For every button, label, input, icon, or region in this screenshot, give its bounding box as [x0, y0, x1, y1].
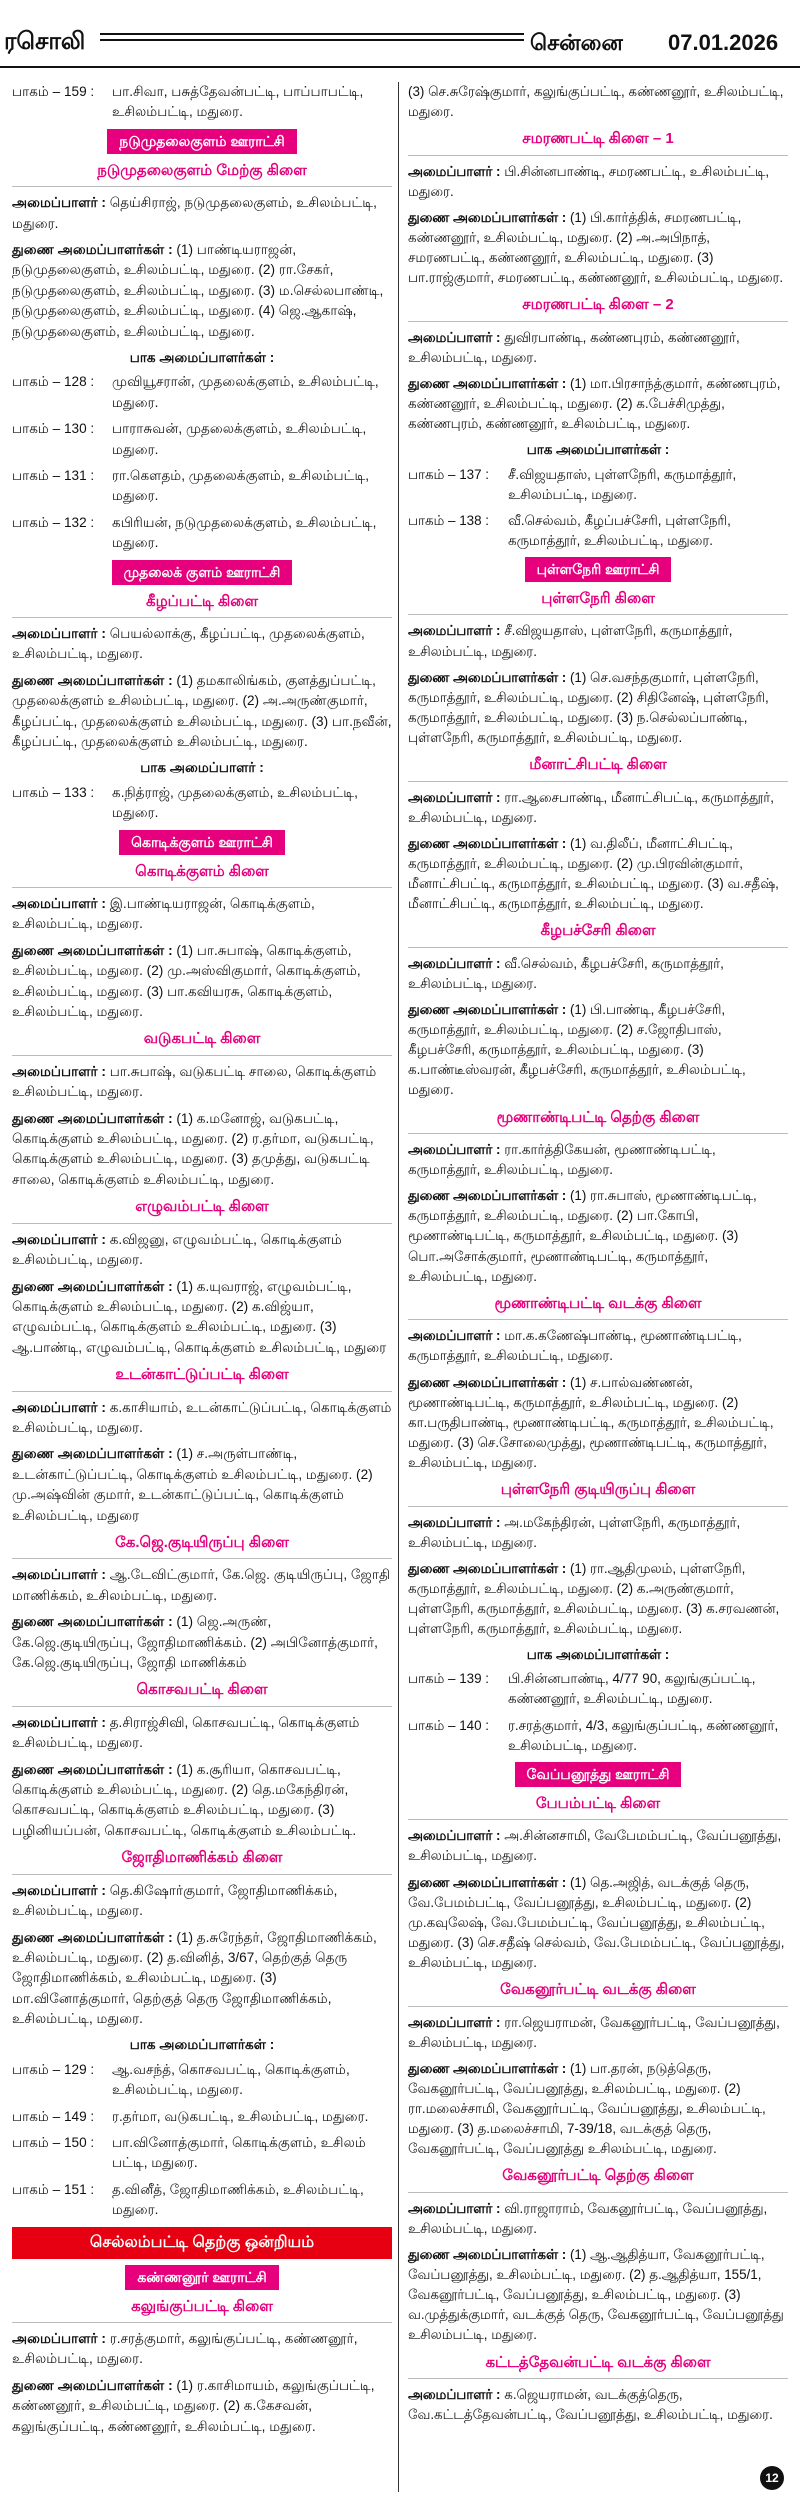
role-label: அமைப்பாளர் :	[12, 1882, 106, 1898]
member-text: ர.சரத்குமார், கலுங்குப்பட்டி, கண்ணனூர், உசிலம்பட்டி, மதுரை.	[12, 2331, 358, 2367]
member-text: அ.மகேந்திரன், புள்ளநேரி, கருமாத்தூர், உசிலம்பட்டி, மதுரை.	[408, 1514, 741, 1550]
booth-row	[12, 466, 392, 507]
member-entry	[12, 671, 392, 753]
booth-number: பாகம் – 159 :	[12, 84, 95, 99]
role-label: துணை அமைப்பாளர்கள் :	[408, 2247, 567, 2263]
member-entry	[408, 1186, 788, 1287]
booth-row	[12, 2180, 392, 2221]
member-entry	[408, 1140, 788, 1180]
booth-number: பாகம் – 131 :	[12, 467, 95, 483]
member-entry	[12, 1277, 392, 1359]
booth-row	[12, 2060, 392, 2101]
edition-date: 07.01.2026	[668, 30, 779, 55]
booth-organizer: பா.சிவா, பசுத்தேவன்பட்டி, பாப்பாபட்டி, உசிலம்பட்டி, மதுரை.	[112, 84, 364, 120]
role-label: துணை அமைப்பாளர்கள் :	[408, 1188, 567, 1204]
booth-number: பாகம் – 151 :	[12, 2181, 95, 2197]
booth-organizer: பாராசுவன், முதலைக்குளம், உசிலம்பட்டி, மதுரை.	[112, 421, 367, 457]
member-entry	[408, 1826, 788, 1866]
section-heading: கொடிக்குளம் ஊராட்சி	[119, 830, 285, 855]
booth-row	[12, 513, 392, 554]
booth-heading: பாக அமைப்பாளர்கள் :	[526, 1647, 670, 1663]
booth-heading: பாக அமைப்பாளர்கள் :	[526, 442, 670, 458]
member-text: (1) ஆ.ஆதித்யா, வேகனூர்பட்டி, வேப்பனூத்து, உசிலம்பட்டி, மதுரை. (2) த.ஆதித்யா, 155/1, வேகனூர்பட்டி, வேப்பனூத்து, உசிலம்பட்டி, மதுரை. (3) வ.முத்துக்குமார், வடக்குத் தெரு, வேகனூர்பட்டி, வேப்பனூத்து உசிலம்பட்டி, மதுரை.	[408, 2247, 784, 2343]
member-entry	[408, 788, 788, 828]
member-text: (1) பி.பாண்டி, கீழபச்சேரி, கருமாத்தூர், உசிலம்பட்டி, மதுரை. (2) ச.ஜோதிபாஸ், கீழபச்சேரி, கருமாத்தூர், உசிலம்பட்டி, மதுரை. (3) க.பாண்டீஸ்வரன், கீழபச்சேரி, கருமாத்தூர், உசிலம்பட்டி, மதுரை.	[408, 1002, 746, 1098]
branch-underline	[408, 947, 788, 948]
role-label: அமைப்பாளர் :	[408, 955, 501, 971]
branch-heading: வடுகபட்டி கிளை	[143, 1030, 261, 1048]
member-text: துவிரபாண்டி, கண்ணபுரம், கண்ணனூர், உசிலம்பட்டி, மதுரை.	[408, 329, 740, 365]
member-entry	[408, 374, 788, 434]
right-column	[408, 82, 788, 2431]
branch-heading: ஜோதிமாணிக்கம் கிளை	[121, 1849, 283, 1867]
left-column	[12, 82, 392, 2443]
booth-row	[12, 783, 392, 824]
member-text: (1) பி.கார்த்திக், சமரணபட்டி, கண்ணனூர், உசிலம்பட்டி, மதுரை. (2) அ.அபிநாத், சமரணபட்டி, கண்ணனூர், உசிலம்பட்டி, மதுரை. (3) பா.ராஜ்குமார், சமரணபட்டி, கண்ணனூர், உசிலம்பட்டி, மதுரை.	[408, 209, 784, 286]
booth-organizer: க.நித்ராஜ், முதலைக்குளம், உசிலம்பட்டி, மதுரை.	[112, 784, 358, 821]
masthead-rule-right	[468, 33, 524, 41]
member-entry	[12, 1109, 392, 1191]
member-entry	[408, 2013, 788, 2053]
booth-number: பாகம் – 138 :	[408, 512, 489, 528]
booth-organizer: த.வினீத், ஜோதிமாணிக்கம், உசிலம்பட்டி, மதுரை.	[112, 2181, 364, 2218]
member-text: (1) ச.அருள்பாண்டி, உடன்காட்டுப்பட்டி, கொடிக்குளம் உசிலம்பட்டி, மதுரை. (2) மு.அஷ்வின் குமார், உடன்காட்டுப்பட்டி, கொடிக்குளம் உசிலம்பட்டி, மதுரை	[12, 1446, 373, 1523]
branch-underline	[408, 321, 788, 322]
role-label: துணை அமைப்பாளர்கள் :	[12, 1929, 173, 1945]
role-label: துணை அமைப்பாளர்கள் :	[12, 1278, 173, 1294]
branch-heading: பேபம்பட்டி கிளை	[535, 1794, 661, 1812]
booth-organizer: சீ.விஜயதாஸ், புள்ளநேரி, கருமாத்தூர், உசிலம்பட்டி, மதுரை.	[508, 466, 737, 502]
role-label: அமைப்பாளர் :	[408, 789, 501, 805]
booth-organizer: ர.தர்மா, வடுகபட்டி, உசிலம்பட்டி, மதுரை.	[112, 2108, 369, 2124]
branch-heading: மூணாண்டிபட்டி வடக்கு கிளை	[494, 1294, 702, 1312]
role-label: அமைப்பாளர் :	[12, 1399, 106, 1415]
member-text: (1) க.யுவராஜ், எழுவம்பட்டி, கொடிக்குளம் உசிலம்பட்டி, மதுரை. (2) க.விஜ்யா, எழுவம்பட்டி, கொடிக்குளம் உசிலம்பட்டி, மதுரை. (3) ஆ.பாண்டி, எழுவம்பட்டி, கொடிக்குளம் உசிலம்பட்டி, மதுரை	[12, 1278, 387, 1355]
branch-underline	[408, 1819, 788, 1820]
booth-row	[408, 1716, 788, 1756]
member-text: பா.சுபாஷ், வடுகபட்டி சாலை, கொடிக்குளம் உசிலம்பட்டி, மதுரை.	[12, 1063, 377, 1100]
member-entry	[408, 2245, 788, 2346]
role-label: துணை அமைப்பாளர்கள் :	[12, 1110, 173, 1126]
member-entry	[408, 834, 788, 914]
role-label: துணை அமைப்பாளர்கள் :	[408, 1002, 567, 1017]
member-text: ரா.கார்த்திகேயன், மூணாண்டிபட்டி, கருமாத்தூர், உசிலம்பட்டி, மதுரை.	[408, 1142, 716, 1178]
role-label: அமைப்பாளர் :	[12, 2331, 106, 2347]
booth-heading: பாக அமைப்பாளர்கள் :	[129, 2037, 275, 2053]
role-label: அமைப்பாளர் :	[408, 623, 501, 639]
role-label: அமைப்பாளர் :	[408, 163, 501, 179]
member-entry	[12, 1062, 392, 1103]
member-text: (1) ர.காசிமாயம், கலுங்குப்பட்டி, கண்ணனூர், உசிலம்பட்டி, மதுரை. (2) க.கேசவன், கலுங்குப்பட்டி, கண்ணனூர், உசிலம்பட்டி, மதுரை.	[12, 2377, 375, 2434]
booth-heading: பாக அமைப்பாளர்கள் :	[129, 350, 275, 366]
member-text: (1) பா.சுபாஷ், கொடிக்குளம், உசிலம்பட்டி, மதுரை. (2) மு.அஸ்விகுமார், கொடிக்குளம், உசிலம்பட்டி, மதுரை. (3) பா.கவியரசு, கொடிக்குளம், உசிலம்பட்டி, மதுரை.	[12, 942, 361, 1019]
branch-underline	[408, 1319, 788, 1320]
member-entry	[12, 1444, 392, 1526]
branch-heading: புள்ளநேரி கிளை	[541, 589, 655, 607]
masthead	[0, 0, 800, 68]
masthead-rule-left	[100, 33, 505, 41]
member-text: இ.பாண்டியராஜன், கொடிக்குளம், உசிலம்பட்டி, மதுரை.	[12, 896, 315, 932]
booth-row	[12, 82, 392, 123]
booth-organizer: முவியூசரான், முதலைக்குளம், உசிலம்பட்டி, மதுரை.	[112, 374, 379, 410]
role-label: துணை அமைப்பாளர்கள் :	[12, 1761, 173, 1777]
role-label: துணை அமைப்பாளர்கள் :	[408, 669, 567, 685]
role-label: அமைப்பாளர் :	[408, 2387, 501, 2403]
member-entry	[12, 1881, 392, 1922]
member-text: க.விஜனு, எழுவம்பட்டி, கொடிக்குளம் உசிலம்பட்டி, மதுரை.	[12, 1231, 342, 1268]
branch-underline	[12, 1391, 392, 1392]
member-entry	[408, 82, 788, 122]
booth-organizer: வீ.செல்வம், கீழப்பச்சேரி, புள்ளநேரி, கருமாத்தூர், உசிலம்பட்டி, மதுரை.	[508, 512, 731, 548]
branch-heading: கே.ஜெ.குடியிருப்பு கிளை	[115, 1533, 289, 1551]
member-entry	[408, 2059, 788, 2160]
branch-underline	[408, 614, 788, 615]
member-text: (1) வ.திலீப், மீனாட்சிபட்டி, கருமாத்தூர், உசிலம்பட்டி, மதுரை. (2) மு.பிரவின்குமார், மீனாட்சிபட்டி, கருமாத்தூர், உசிலம்பட்டி, மதுரை. (3) வ.சதீஷ், மீனாட்சிபட்டி, கருமாத்தூர், உசிலம்பட்டி, மதுரை.	[408, 835, 779, 912]
branch-heading: வேகனூர்பட்டி தெற்கு கிளை	[502, 2167, 694, 2185]
role-label: துணை அமைப்பாளர்கள் :	[12, 242, 173, 258]
member-text: பெயல்லாக்கு, கீழப்பட்டி, முதலைக்குளம், உசிலம்பட்டி, மதுரை.	[12, 626, 365, 662]
member-entry	[408, 668, 788, 748]
member-entry	[12, 941, 392, 1023]
member-entry	[408, 208, 788, 288]
member-entry	[408, 328, 788, 368]
booth-number: பாகம் – 128 :	[12, 374, 95, 390]
role-label: அமைப்பாளர் :	[408, 1328, 501, 1344]
member-text: ரா.ஜெயராமன், வேகனூர்பட்டி, வேப்பனூத்து, உசிலம்பட்டி, மதுரை.	[408, 2014, 780, 2050]
branch-heading: கொடிக்குளம் கிளை	[135, 862, 269, 880]
member-entry	[12, 240, 392, 342]
role-label: அமைப்பாளர் :	[12, 1063, 106, 1079]
role-label: அமைப்பாளர் :	[408, 1142, 501, 1158]
booth-organizer: பா.வினோத்குமார், கொடிக்குளம், உசிலம் பட்டி, மதுரை.	[112, 2135, 366, 2171]
member-entry	[12, 1612, 392, 1673]
branch-underline	[12, 1223, 392, 1224]
branch-heading: கொசவபட்டி கிளை	[136, 1681, 268, 1699]
booth-row	[12, 2107, 392, 2127]
member-text: (1) தமகாலிங்கம், குளத்துப்பட்டி, முதலைக்குளம் உசிலம்பட்டி, மதுரை. (2) அ.அருண்குமார், கீழப்பட்டி, முதலைக்குளம் உசிலம்பட்டி, மதுரை. (3) பா.நவீன், கீழப்பட்டி, முதலைக்குளம் உசிலம்பட்டி, மதுரை.	[12, 672, 392, 749]
member-text: (1) மா.பிரசாந்த்குமார், கண்ணபுரம், கண்ணனூர், உசிலம்பட்டி, மதுரை. (2) க.பேச்சிமுத்து, கண்ணபுரம், கண்ணனூர், உசிலம்பட்டி, மதுரை.	[408, 376, 781, 432]
member-text: க.ஜெயராமன், வடக்குத்தெரு, வே.கட்டத்தேவன்பட்டி, வேப்பனூத்து, உசிலம்பட்டி, மதுரை.	[408, 2387, 773, 2423]
booth-number: பாகம் – 137 :	[408, 466, 489, 482]
booth-number: பாகம் – 149 :	[12, 2108, 95, 2124]
role-label: துணை அமைப்பாளர்கள் :	[12, 942, 173, 958]
section-heading: முதலைக் குளம் ஊராட்சி	[112, 560, 293, 585]
member-text: (3) செ.சுரேஷ்குமார், கலுங்குப்பட்டி, கண்ணனூர், உசிலம்பட்டி, மதுரை.	[408, 84, 784, 120]
member-entry	[12, 1713, 392, 1754]
branch-underline	[12, 1558, 392, 1559]
union-heading: செல்லம்பட்டி தெற்கு ஒன்றியம்	[12, 2227, 392, 2259]
role-label: அமைப்பாளர் :	[408, 1828, 501, 1844]
role-label: அமைப்பாளர் :	[12, 1714, 106, 1730]
member-text: க.காசியாம், உடன்காட்டுப்பட்டி, கொடிக்குளம் உசிலம்பட்டி, மதுரை.	[12, 1399, 392, 1435]
member-entry	[12, 2329, 392, 2370]
branch-heading: சமரணபட்டி கிளை – 1	[522, 130, 674, 148]
member-entry	[12, 2376, 392, 2437]
branch-heading: மூணாண்டிபட்டி தெற்கு கிளை	[496, 1108, 700, 1126]
booth-number: பாகம் – 130 :	[12, 421, 95, 437]
member-text: (1) பா.தரன், நடுத்தெரு, வேகனூர்பட்டி, வேப்பனூத்து, உசிலம்பட்டி, மதுரை. (2) ரா.மலைச்சாமி, வேகனூர்பட்டி, வேப்பனூத்து, உசிலம்பட்டி, மதுரை. (3) த.மலைச்சாமி, 7-39/18, வடக்குத் தெரு, வேகனூர்பட்டி, வேப்பனூத்து உசிலம்பட்டி, மதுரை.	[408, 2060, 766, 2157]
branch-heading: சமரணபட்டி கிளை – 2	[522, 296, 674, 314]
member-entry	[408, 1873, 788, 1974]
member-text: ரா.ஆசைபாண்டி, மீனாட்சிபட்டி, கருமாத்தூர், உசிலம்பட்டி, மதுரை.	[408, 789, 774, 825]
role-label: அமைப்பாளர் :	[408, 2200, 501, 2216]
booth-row	[12, 419, 392, 460]
member-entry	[408, 1373, 788, 1474]
member-text: ஆ.டேவிட்குமார், கே.ஜெ. குடியிருப்பு, ஜோதி மாணிக்கம், உசிலம்பட்டி, மதுரை.	[12, 1567, 391, 1603]
booth-organizer: பி.சின்னபாண்டி, 4/77 90, கலுங்குப்பட்டி, கண்ணனூர், உசிலம்பட்டி, மதுரை.	[508, 1671, 756, 1707]
member-entry	[12, 1398, 392, 1439]
role-label: துணை அமைப்பாளர்கள் :	[408, 1374, 567, 1390]
branch-underline	[12, 2322, 392, 2323]
member-text: (1) ச.பால்வண்ணன், மூணாண்டிபட்டி, கருமாத்தூர், உசிலம்பட்டி, மதுரை. (2) கா.பருதிபாண்டி, மூணாண்டிபட்டி, கருமாத்தூர், உசிலம்பட்டி, மதுரை. (3) செ.சோலைமுத்து, மூணாண்டிபட்டி, கருமாத்தூர், உசிலம்பட்டி, மதுரை.	[408, 1374, 774, 1470]
branch-underline	[408, 1506, 788, 1507]
booth-number: பாகம் – 129 :	[12, 2061, 95, 2077]
branch-underline	[12, 1706, 392, 1707]
member-text: வி.ராஜாராம், வேகனூர்பட்டி, வேப்பனூத்து, உசிலம்பட்டி, மதுரை.	[408, 2200, 768, 2236]
role-label: துணை அமைப்பாளர்கள் :	[408, 1874, 567, 1890]
branch-underline	[12, 1055, 392, 1056]
booth-heading: பாக அமைப்பாளர் :	[140, 760, 264, 776]
role-label: துணை அமைப்பாளர்கள் :	[408, 835, 567, 851]
branch-heading: வேகனூர்பட்டி வடக்கு கிளை	[500, 1981, 696, 1999]
booth-row	[12, 372, 392, 413]
branch-underline	[408, 1133, 788, 1134]
role-label: துணை அமைப்பாளர்கள் :	[12, 1614, 173, 1630]
branch-underline	[408, 2006, 788, 2007]
section-heading: புள்ளநேரி ஊராட்சி	[525, 557, 672, 582]
member-entry	[408, 1513, 788, 1553]
member-entry	[12, 1928, 392, 2030]
member-text: (1) தெ.அஜித், வடக்குத் தெரு, வே.பேமம்பட்டி, வேப்பனூத்து, உசிலம்பட்டி, மதுரை. (2) மு.கவுலேஷ், வே.பேமம்பட்டி, வேப்பனூத்து, உசிலம்பட்டி, மதுரை. (3) செ.சதீஷ் செல்வம், வே.பேமம்பட்டி, வேப்பனூத்து, உசிலம்பட்டி, மதுரை.	[408, 1874, 785, 1970]
booth-row	[12, 2133, 392, 2174]
section-heading: வேப்பனூத்து ஊராட்சி	[515, 1762, 682, 1787]
role-label: அமைப்பாளர் :	[12, 195, 106, 211]
branch-heading: புள்ளநேரி குடியிருப்பு கிளை	[500, 1481, 696, 1499]
branch-heading: கீழப்பட்டி கிளை	[145, 592, 259, 610]
section-heading: நடுமுதலைகுளம் ஊராட்சி	[107, 129, 296, 154]
booth-organizer: கபிரியன், நடுமுதலைக்குளம், உசிலம்பட்டி, மதுரை.	[112, 514, 377, 551]
member-text: (1) ரா.ஆதிமுலம், புள்ளநேரி, கருமாத்தூர், உசிலம்பட்டி, மதுரை. (2) க.அருண்குமார், புள்ளநேரி, கருமாத்தூர், உசிலம்பட்டி, மதுரை. (3) க.சரவணன், புள்ளநேரி, கருமாத்தூர், உசிலம்பட்டி, மதுரை.	[408, 1560, 780, 1637]
role-label: அமைப்பாளர் :	[12, 896, 106, 912]
member-text: (1) க.மனோஜ், வடுகபட்டி, கொடிக்குளம் உசிலம்பட்டி, மதுரை. (2) ர.தர்மா, வடுகபட்டி, கொடிக்குளம் உசிலம்பட்டி, மதுரை. (3) தமுத்து, வடுகபட்டி சாலை, கொடிக்குளம் உசிலம்பட்டி, மதுரை.	[12, 1110, 374, 1187]
role-label: அமைப்பாளர் :	[12, 626, 106, 642]
booth-number: பாகம் – 132 :	[12, 514, 95, 530]
booth-organizer: ர.சரத்குமார், 4/3, கலுங்குப்பட்டி, கண்ணனூர், உசிலம்பட்டி, மதுரை.	[508, 1717, 779, 1753]
member-text: மா.க.கணேஷ்பாண்டி, மூணாண்டிபட்டி, கருமாத்தூர், உசிலம்பட்டி, மதுரை.	[408, 1328, 742, 1364]
branch-underline	[12, 186, 392, 187]
member-entry	[12, 894, 392, 935]
member-entry	[408, 1000, 788, 1101]
member-text: அ.சின்னசாமி, வேபேமம்பட்டி, வேப்பனூத்து, உசிலம்பட்டி, மதுரை.	[408, 1828, 782, 1864]
role-label: துணை அமைப்பாளர்கள் :	[408, 376, 567, 392]
role-label: அமைப்பாளர் :	[12, 1231, 106, 1247]
member-text: வீ.செல்வம், கீழபச்சேரி, கருமாத்தூர், உசிலம்பட்டி, மதுரை.	[408, 955, 724, 991]
page-number: 12	[760, 2466, 784, 2490]
branch-heading: மீனாட்சிபட்டி கிளை	[529, 756, 667, 774]
role-label: அமைப்பாளர் :	[408, 2014, 501, 2030]
booth-row	[408, 465, 788, 505]
branch-heading: கட்டத்தேவன்பட்டி வடக்கு கிளை	[485, 2353, 711, 2371]
booth-number: பாகம் – 133 :	[12, 784, 95, 800]
member-text: தெ.கிஷோர்குமார், ஜோதிமாணிக்கம், உசிலம்பட்டி, மதுரை.	[12, 1882, 338, 1919]
role-label: துணை அமைப்பாளர்கள் :	[12, 672, 173, 688]
booth-row	[408, 1669, 788, 1709]
member-entry	[12, 1760, 392, 1842]
role-label: துணை அமைப்பாளர்கள் :	[408, 209, 567, 225]
branch-heading: நடுமுதலைகுளம் மேற்கு கிளை	[97, 161, 307, 179]
member-text: சீ.விஜயதாஸ், புள்ளநேரி, கருமாத்தூர், உசிலம்பட்டி, மதுரை.	[408, 623, 733, 659]
member-text: த.சிராஜ்சிவி, கொசவபட்டி, கொடிக்குளம் உசிலம்பட்டி, மதுரை.	[12, 1714, 360, 1751]
booth-organizer: ரா.கௌதம், முதலைக்குளம், உசிலம்பட்டி, மதுரை.	[112, 467, 370, 504]
edition-city: சென்னை	[530, 30, 623, 55]
section-heading: கண்ணனூர் ஊராட்சி	[125, 2265, 278, 2290]
role-label: துணை அமைப்பாளர்கள் :	[12, 2377, 173, 2393]
member-text: (1) க.சூரியா, கொசவபட்டி, கொடிக்குளம் உசிலம்பட்டி, மதுரை. (2) தெ.மகேந்திரன், கொசவபட்டி, கொடிக்குளம் உசிலம்பட்டி, மதுரை. (3) பழினியப்பன், கொசவபட்டி, கொடிக்குளம் உசிலம்பட்டி.	[12, 1761, 357, 1838]
member-entry	[408, 1559, 788, 1639]
member-entry	[408, 2199, 788, 2239]
branch-underline	[408, 155, 788, 156]
branch-underline	[408, 2378, 788, 2379]
role-label: அமைப்பாளர் :	[408, 1514, 501, 1530]
newspaper-name: ரசொலி	[4, 28, 86, 55]
member-text: தெய்சிராஜ், நடுமுதலைகுளம், உசிலம்பட்டி, மதுரை.	[12, 195, 377, 231]
member-text: (1) ரா.சுபாஸ், மூணாண்டிபட்டி, கருமாத்தூர், உசிலம்பட்டி, மதுரை. (2) பா.கோபி, மூணாண்டிபட்டி, கருமாத்தூர், உசிலம்பட்டி, மதுரை. (3) பொ.அசோக்குமார், மூணாண்டிபட்டி, கருமாத்தூர், உசிலம்பட்டி, மதுரை.	[408, 1188, 757, 1284]
member-entry	[12, 1230, 392, 1271]
branch-underline	[12, 1874, 392, 1875]
branch-heading: கலுங்குப்பட்டி கிளை	[131, 2297, 273, 2315]
member-text: பி.சின்னபாண்டி, சமரணபட்டி, உசிலம்பட்டி, மதுரை.	[408, 163, 770, 199]
member-text: (1) த.சுரேந்தர், ஜோதிமாணிக்கம், உசிலம்பட்டி, மதுரை. (2) த.வினித், 3/67, தெற்குத் தெரு ஜோதிமாணிக்கம், உசிலம்பட்டி, மதுரை. (3) மா.வினோத்குமார், தெற்குத் தெரு ஜோதிமாணிக்கம், உசிலம்பட்டி, மதுரை.	[12, 1929, 377, 2027]
member-entry	[12, 193, 392, 234]
branch-underline	[12, 887, 392, 888]
role-label: துணை அமைப்பாளர்கள் :	[408, 1560, 567, 1576]
member-entry	[408, 954, 788, 994]
branch-underline	[12, 617, 392, 618]
member-text: (1) பாண்டியராஜன், நடுமுதலைகுளம், உசிலம்பட்டி, மதுரை. (2) ரா.சேகர், நடுமுதலைகுளம், உசிலம்பட்டி, மதுரை. (3) ம.செல்லபாண்டி, நடுமுதலைகுளம், உசிலம்பட்டி, மதுரை. (4) ஜெ.ஆகாஷ், நடுமுதலைகுளம், உசிலம்பட்டி, மதுரை.	[12, 242, 384, 339]
booth-row	[408, 511, 788, 551]
role-label: துணை அமைப்பாளர்கள் :	[408, 2060, 567, 2076]
role-label: துணை அமைப்பாளர்கள் :	[12, 1446, 173, 1462]
role-label: அமைப்பாளர் :	[408, 329, 501, 345]
member-text: (1) செ.வசந்தகுமார், புள்ளநேரி, கருமாத்தூர், உசிலம்பட்டி, மதுரை. (2) சிதினேஷ், புள்ளநேரி, கருமாத்தூர், உசிலம்பட்டி, மதுரை. (3) ந.செல்லப்பாண்டி, புள்ளநேரி, கருமாத்தூர், உசிலம்பட்டி, மதுரை.	[408, 669, 769, 746]
member-entry	[12, 1565, 392, 1606]
member-entry	[408, 1326, 788, 1366]
booth-organizer: ஆ.வசந்த், கொசவபட்டி, கொடிக்குளம், உசிலம்பட்டி, மதுரை.	[112, 2061, 350, 2098]
branch-heading: கீழபச்சேரி கிளை	[540, 922, 656, 940]
member-entry	[408, 621, 788, 661]
role-label: அமைப்பாளர் :	[12, 1567, 106, 1583]
column-divider	[398, 82, 399, 2492]
member-entry	[408, 2385, 788, 2425]
branch-underline	[408, 2192, 788, 2193]
branch-heading: உடன்காட்டுப்பட்டி கிளை	[115, 1366, 289, 1384]
branch-underline	[408, 781, 788, 782]
member-text: (1) ஜெ.அருண், கே.ஜெ.குடியிருப்பு, ஜோதிமாணிக்கம். (2) அபினோத்குமார், கே.ஜெ.குடியிருப்பு, ஜோதி மாணிக்கம்	[12, 1614, 378, 1670]
booth-number: பாகம் – 140 :	[408, 1717, 489, 1733]
member-entry	[408, 162, 788, 202]
member-entry	[12, 624, 392, 665]
booth-number: பாகம் – 139 :	[408, 1671, 489, 1687]
booth-number: பாகம் – 150 :	[12, 2135, 95, 2151]
branch-heading: எழுவம்பட்டி கிளை	[135, 1198, 269, 1216]
